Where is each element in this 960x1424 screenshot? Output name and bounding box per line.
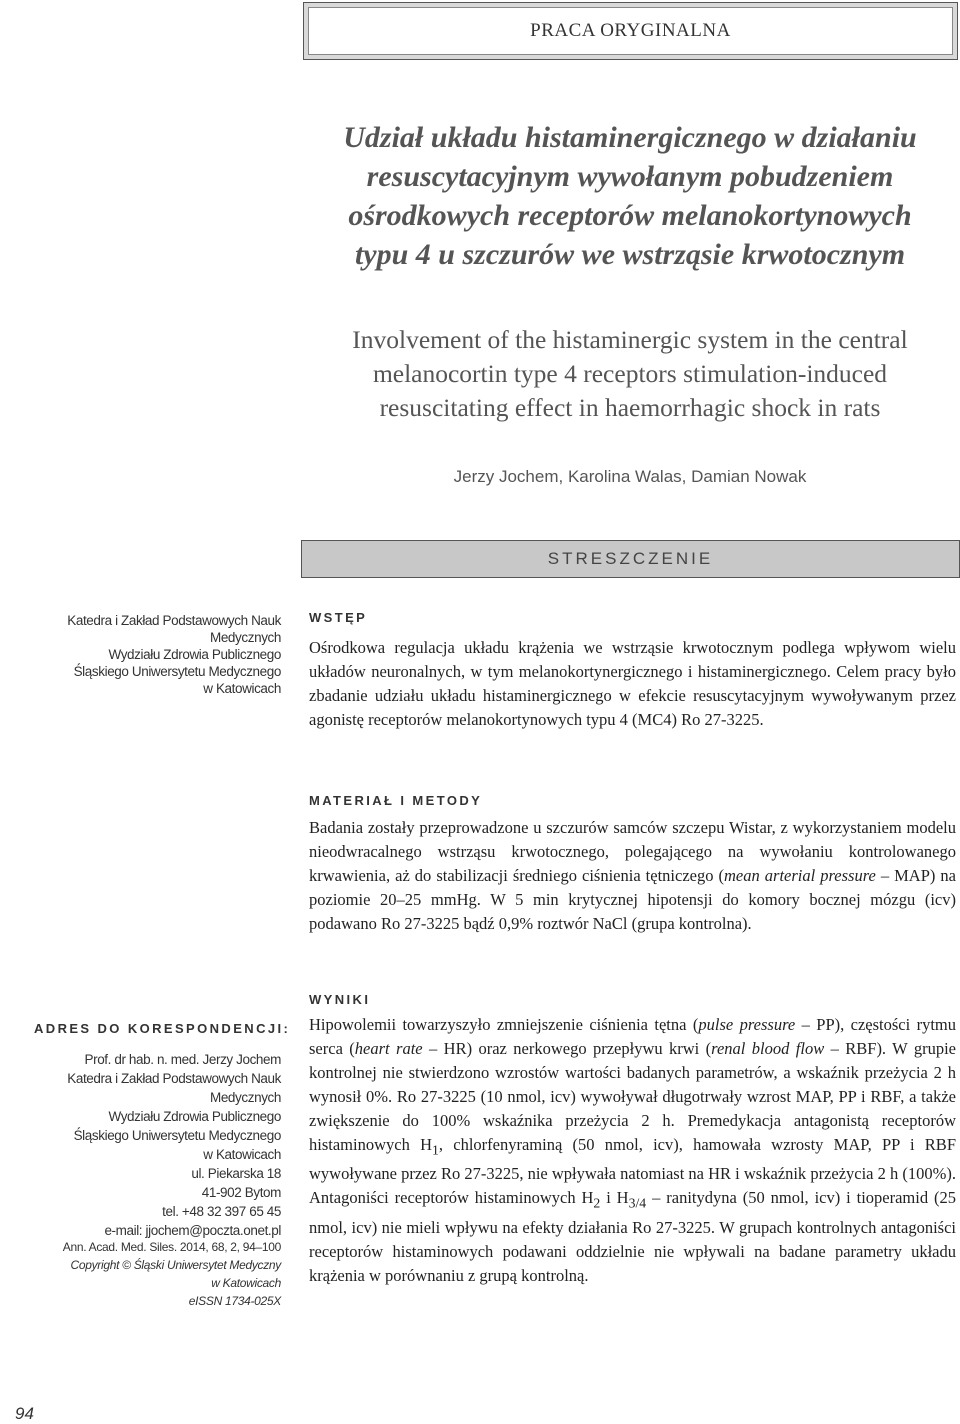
- text-run: – RBF). W grupie kontrolnej nie stwierdzono wzrostów wartości badanych parametrów, a wskaźnik przeżycia 2 h wynosił 0%. Ro 27-3225 (10 nmol, icv) wywoływał długotrwały wzrost MAP, PP i RBF, a także zwiększenie do 100% wskaźnika przeżycia 2 h. Premedykacja antagonistą receptorów histaminowych H: [309, 1039, 956, 1154]
- citation-block: [0, 1238, 281, 1310]
- correspondence-address: [0, 1050, 281, 1240]
- text-run: – MAP) na poziomie 20–25 mmHg. W 5 min krytycznej hipotensji do komory bocznej mózgu (icv) podawano Ro 27-3225 bądź 0,9% roztwór NaCl (grupa kontrolna).: [309, 866, 956, 933]
- correspondence-line: Katedra i Zakład Podstawowych Nauk Medycznych: [67, 1071, 281, 1105]
- text-run: – HR) oraz nerkowego przepływu krwi (: [422, 1039, 712, 1058]
- correspondence-line: tel. +48 32 397 65 45: [162, 1204, 281, 1219]
- authors: Jerzy Jochem, Karolina Walas, Damian Nowak: [453, 467, 807, 486]
- correspondence-line: 41-902 Bytom: [201, 1185, 281, 1200]
- affiliation-line: Śląskiego Uniwersytetu Medycznego: [73, 664, 281, 679]
- affiliation-line: Katedra i Zakład Podstawowych Nauk Medycznych: [67, 613, 281, 645]
- title-english-line: resuscitating effect in haemorrhagic shock in rats: [379, 393, 881, 422]
- title-polish-line: typu 4 u szczurów we wstrząsie krwotocznym: [354, 238, 906, 271]
- text-run: Hipowolemii towarzyszyło zmniejszenie ciśnienia tętna (: [309, 1015, 699, 1034]
- issn-line: eISSN 1734-025X: [188, 1294, 281, 1308]
- text-run: , chlorfenyraminą (50 nmol, icv), hamowała wzrosty MAP, PP i RBF wywoływane przez Ro 27-3225, nie wpływała natomiast na HR i wskaźnik przeżycia 2 h (100%). Antagoniści receptorów histaminowych H: [309, 1135, 956, 1208]
- citation-line: Ann. Acad. Med. Siles. 2014, 68, 2, 94–100: [62, 1240, 281, 1254]
- text-run: – PP), częstości rytmu serca (: [309, 1015, 956, 1058]
- email-link[interactable]: e-mail: jjochem@poczta.onet.pl: [104, 1223, 281, 1238]
- text-run: Badania zostały przeprowadzone u szczurów samców szczepu Wistar, z wykorzystaniem modelu nieodwracalnego wstrząsu krwotocznego, polegającego na wywołaniu kontrolowanego krwawienia, aż do stabilizacji średniego ciśnienia tętniczego (: [309, 818, 956, 885]
- article-type-label: PRACA ORYGINALNA: [308, 7, 953, 55]
- text-run-italic: pulse pressure: [698, 1015, 796, 1034]
- article-type-box: [303, 2, 958, 60]
- text-run-italic: renal blood flow: [711, 1039, 825, 1058]
- affiliation-line: w Katowicach: [203, 681, 281, 696]
- title-english-line: melanocortin type 4 receptors stimulation-induced: [372, 359, 888, 388]
- title-polish-line: ośrodkowych receptorów melanokortynowych: [348, 199, 912, 232]
- abstract-label: STRESZCZENIE: [301, 540, 960, 578]
- section-text-results: [309, 1013, 956, 1288]
- section-text-methods: [309, 816, 956, 936]
- text-run: i H: [600, 1188, 629, 1208]
- copyright-line: Copyright © Śląski Uniwersytet Medyczny: [70, 1258, 281, 1272]
- affiliation-line: Wydziału Zdrowia Publicznego: [108, 647, 281, 662]
- text-run-italic: heart rate: [354, 1039, 423, 1058]
- section-text-introduction: Ośrodkowa regulacja układu krążenia we wstrząsie krwotocznym podlega wpływom wielu układów neuronalnych, w tym melanokortynergicznego i histaminergicznego. Celem pracy było zbadanie udziału układu histaminergicznego w efekcie resuscytacyjnym wywoływanym przez agonistę receptorów melanokortynowych typu 4 (MC4) Ro 27-3225.: [309, 638, 956, 729]
- section-heading-methods: MATERIAŁ I METODY: [309, 793, 483, 808]
- affiliation: [0, 612, 281, 697]
- subscript: 1: [432, 1142, 439, 1158]
- title-polish-line: resuscytacyjnym wywołanym pobudzeniem: [366, 160, 894, 193]
- correspondence-line: ul. Piekarska 18: [191, 1166, 281, 1181]
- text-run: – ranitydyna (50 nmol, icv) i tioperamid (25 nmol, icv) nie mieli wpływu na efekty działania Ro 27-3225. W grupach kontrolnych antagoniści receptorów histaminowych podawani oddzielnie nie wpływali na badane parametry układu krążenia w porównaniu z grupą kontrolną.: [309, 1188, 957, 1285]
- title-polish-line: Udział układu histaminergicznego w działaniu: [343, 121, 917, 154]
- section-heading-results: WYNIKI: [309, 992, 371, 1007]
- correspondence-line: Wydziału Zdrowia Publicznego: [108, 1109, 281, 1124]
- text-run-italic: mean arterial pressure: [724, 866, 876, 885]
- title-polish: [300, 118, 960, 274]
- copyright-line: w Katowicach: [211, 1276, 281, 1290]
- page-number: 94: [15, 1404, 34, 1423]
- correspondence-line: Prof. dr hab. n. med. Jerzy Jochem: [84, 1052, 281, 1067]
- subscript: 3/4: [628, 1195, 647, 1211]
- correspondence-heading: ADRES DO KORESPONDENCJI:: [34, 1021, 291, 1036]
- correspondence-line: w Katowicach: [203, 1147, 281, 1162]
- subscript: 2: [593, 1195, 601, 1211]
- correspondence-line: Śląskiego Uniwersytetu Medycznego: [73, 1128, 281, 1143]
- section-heading-introduction: WSTĘP: [309, 610, 368, 625]
- title-english: [300, 323, 960, 425]
- title-english-line: Involvement of the histaminergic system in the central: [352, 325, 908, 354]
